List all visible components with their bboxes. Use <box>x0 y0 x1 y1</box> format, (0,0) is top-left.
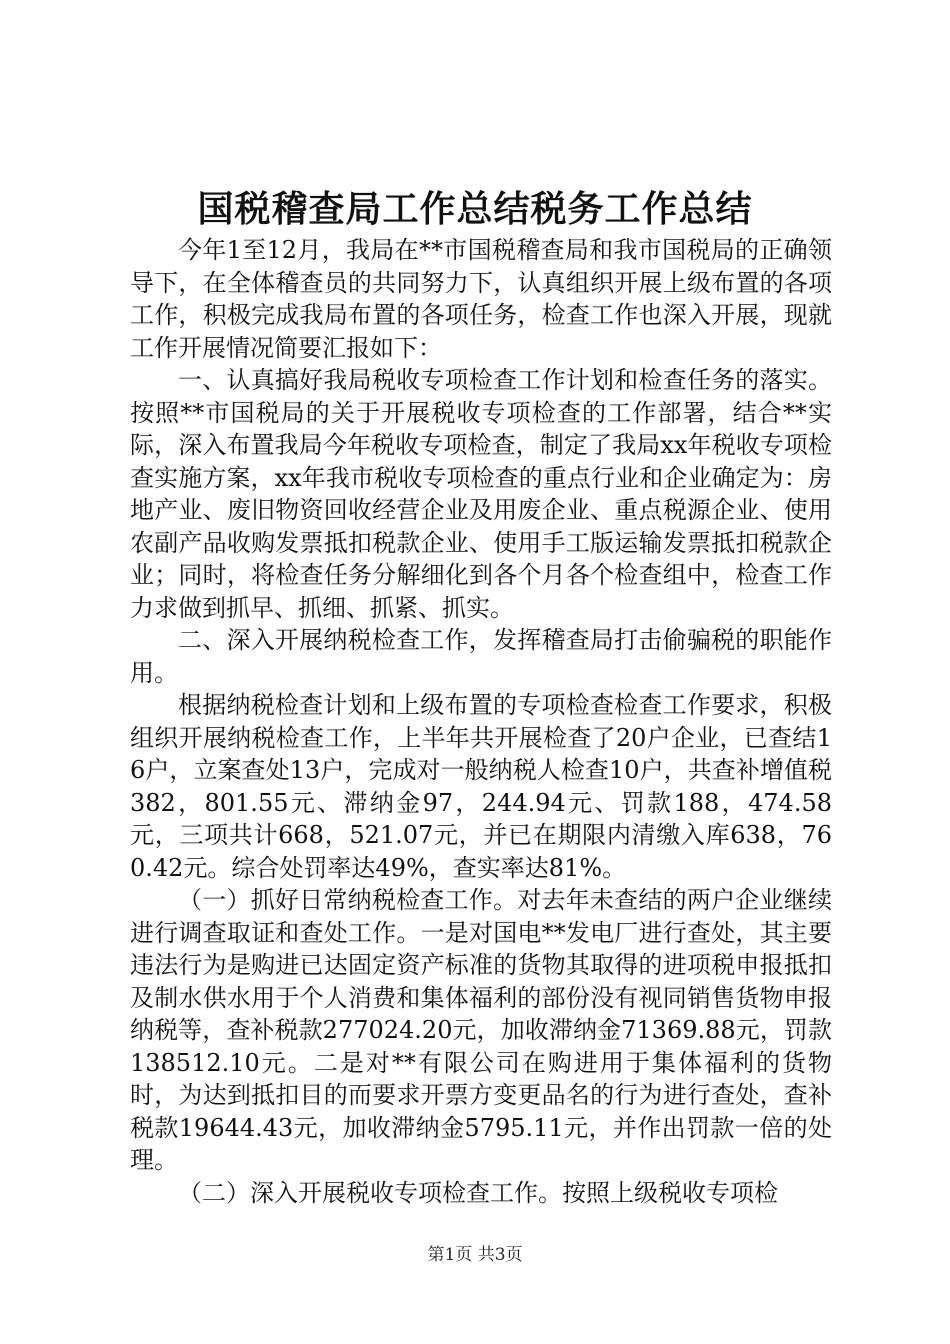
document-body <box>130 234 832 1209</box>
paragraph-section-2-heading: 二、深入开展纳税检查工作，发挥稽查局打击偷骗税的职能作用。 <box>130 626 832 687</box>
paragraph-section-2-body: 根据纳税检查计划和上级布置的专项检查检查工作要求，积极组织开展纳税检查工作，上半年共开展检查了20户企业，已查结16户，立案查处13户，完成对一般纳税人检查10户，共查补增值税382，801.55元、滞纳金97，244.94元、罚款188，474.58元，三项共计668，521.07元，并已在期限内清缴入库638，760.42元。综合处罚率达49%，查实率达81%。 <box>130 691 832 882</box>
paragraph-subsection-1: （一）抓好日常纳税检查工作。对去年未查结的两户企业继续进行调查取证和查处工作。一是对国电**发电厂进行查处，其主要违法行为是购进已达固定资产标准的货物其取得的进项税申报抵扣及制水供水用于个人消费和集体福利的部份没有视同销售货物申报纳税等，查补税款277024.20元，加收滞纳金71369.88元，罚款138512.10元。二是对**有限公司在购进用于集体福利的货物时，为达到抵扣目的而要求开票方变更品名的行为进行查处，查补税款19644.43元，加收滞纳金5795.11元，并作出罚款一倍的处理。 <box>130 886 832 1174</box>
paragraph-section-1: 一、认真搞好我局税收专项检查工作计划和检查任务的落实。按照**市国税局的关于开展税收专项检查的工作部署，结合**实际，深入布置我局今年税收专项检查，制定了我局xx年税收专项检查实施方案，xx年我市税收专项检查的重点行业和企业确定为：房地产业、废旧物资回收经营企业及用废企业、重点税源企业、使用农副产品收购发票抵扣税款企业、使用手工版运输发票抵扣税款企业；同时，将检查任务分解细化到各个月各个检查组中，检查工作力求做到抓早、抓细、抓紧、抓实。 <box>130 366 832 622</box>
page-number-footer: 第1页 共3页 <box>427 1245 523 1265</box>
paragraph-subsection-2: （二）深入开展税收专项检查工作。按照上级税收专项检 <box>178 1178 778 1207</box>
paragraph-intro: 今年1至12月，我局在**市国税稽查局和我市国税局的正确领导下，在全体稽查员的共同努力下，认真组织开展上级布置的各项工作，积极完成我局布置的各项任务，检查工作也深入开展，现就工作开展情况简要汇报如下： <box>130 236 832 362</box>
document-title: 国税稽查局工作总结税务工作总结 <box>197 189 753 230</box>
